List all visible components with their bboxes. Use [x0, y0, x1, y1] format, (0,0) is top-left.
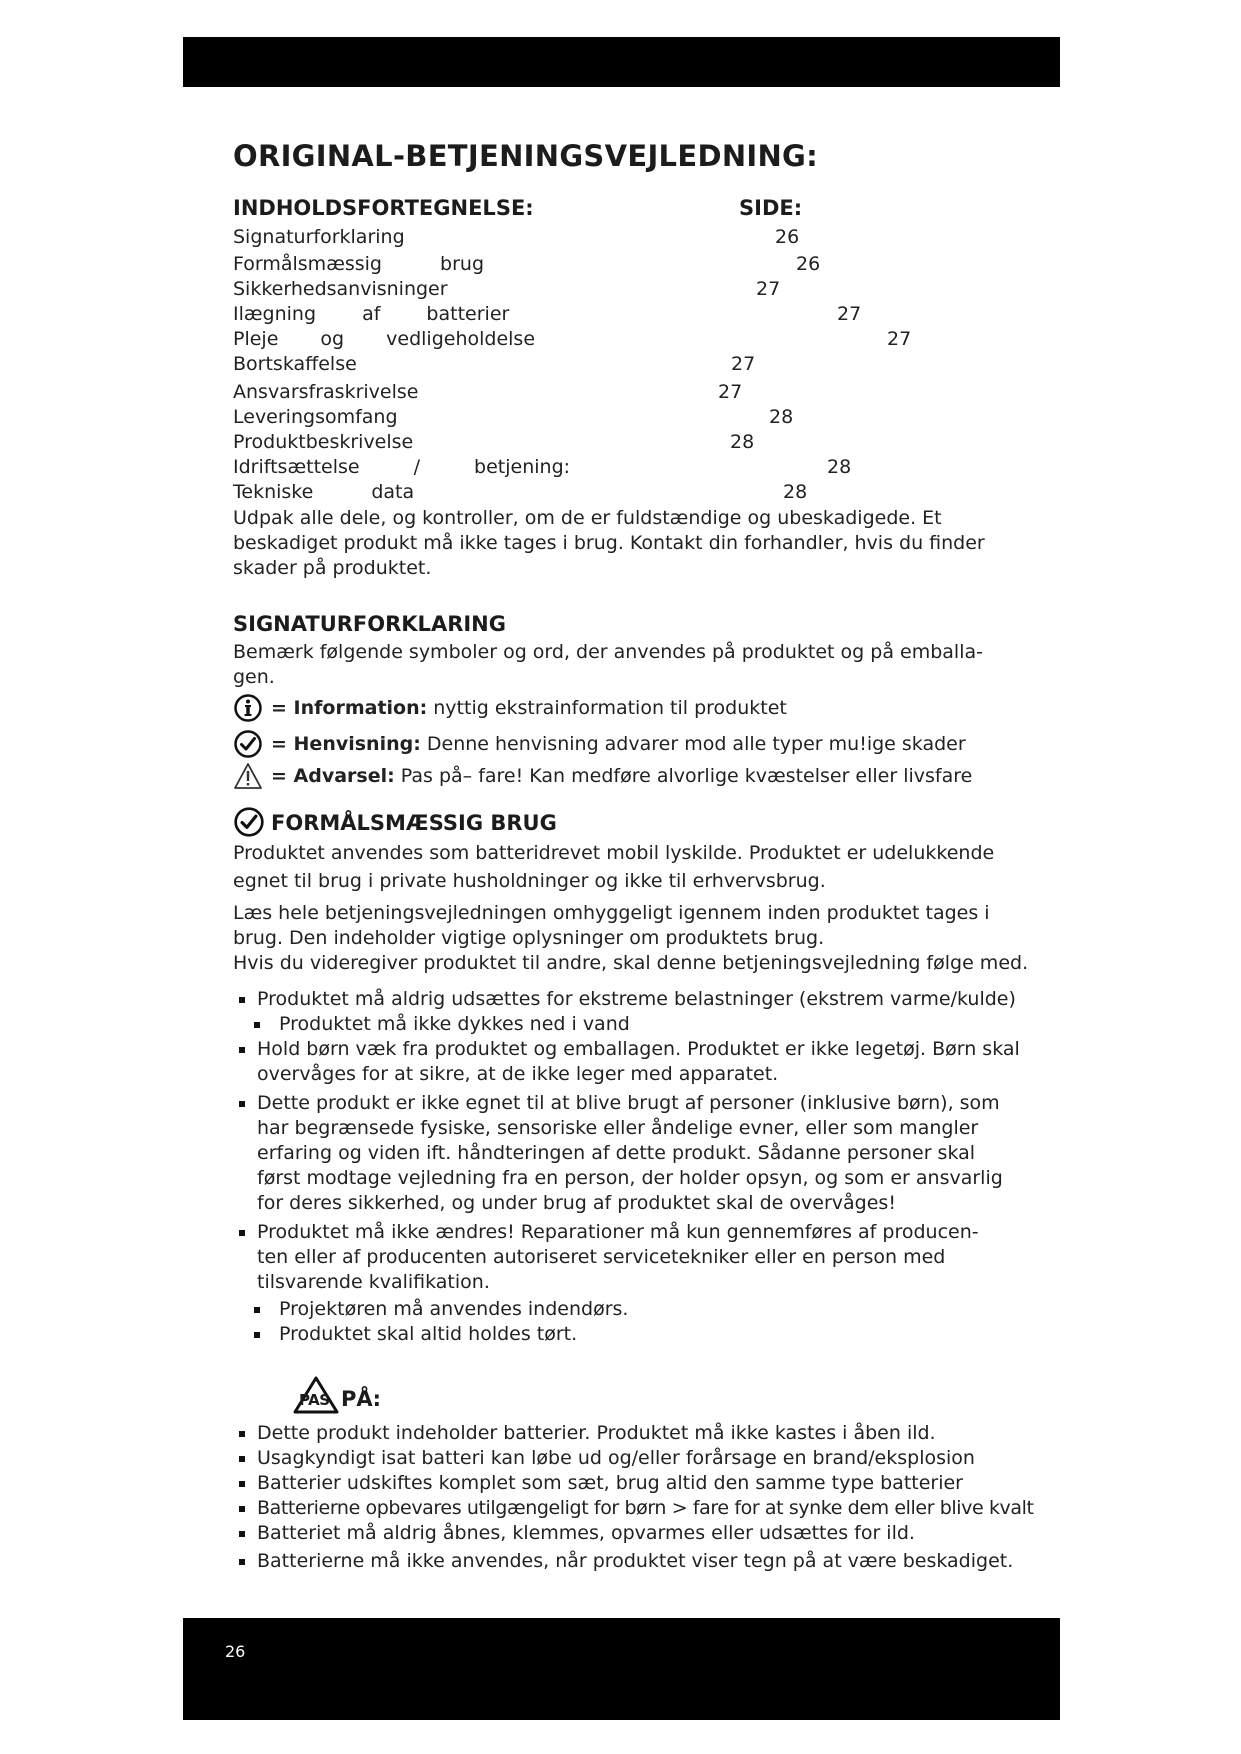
- toc-entry-page: 28: [827, 456, 852, 478]
- header-bar: [183, 37, 1060, 87]
- text-line: erfaring og viden ift. håndteringen af dette produkt. Sådanne personer skal: [257, 1142, 976, 1164]
- toc-entry-label: Produktbeskrivelse: [233, 431, 414, 453]
- check-circle-icon: [233, 729, 263, 759]
- symbol-description: Pas på– fare! Kan medføre alvorlige kvæstelser eller livsfare: [400, 765, 973, 787]
- text-line: gen.: [233, 666, 275, 688]
- symbol-description: nyttig ekstrainformation til produktet: [433, 697, 787, 719]
- text-line: Batteriet må aldrig åbnes, klemmes, opvarmes eller udsættes for ild.: [257, 1522, 915, 1544]
- bullet-marker: [239, 997, 245, 1003]
- brug-check-icon: [233, 806, 265, 838]
- toc-entry-page: 26: [796, 253, 821, 275]
- toc-entry-label: Ansvarsfraskrivelse: [233, 381, 419, 403]
- text-line: Bemærk følgende symboler og ord, der anvendes på produktet og på emballa-: [233, 641, 983, 663]
- toc-entry-label: Tekniske data: [233, 481, 415, 503]
- symbol-term: = Information:: [271, 697, 428, 719]
- list-item: [257, 1091, 1003, 1216]
- signatur-heading: SIGNATURFORKLARING: [233, 612, 506, 636]
- toc-heading: INDHOLDSFORTEGNELSE:: [233, 196, 534, 220]
- text-line: ten eller af producenten autoriseret servicetekniker eller en person med: [257, 1246, 946, 1268]
- bullet-marker: [239, 1531, 245, 1537]
- symbol-term: = Henvisning:: [271, 733, 421, 755]
- text-line: Batterier udskiftes komplet som sæt, brug altid den samme type batterier: [257, 1472, 963, 1494]
- list-item: [257, 1421, 936, 1446]
- text-line: Hold børn væk fra produktet og emballagen. Produktet er ikke legetøj. Børn skal: [257, 1038, 1020, 1060]
- bullet-marker: [254, 1332, 260, 1338]
- text-line: brug. Den indeholder vigtige oplysninger om produktets brug.: [233, 927, 825, 949]
- toc-entry-label: Pleje og vedligeholdelse: [233, 328, 536, 350]
- list-item: [257, 1037, 1020, 1087]
- list-item: [279, 1322, 577, 1347]
- text-line: Produktet anvendes som batteridrevet mobil lyskilde. Produktet er udelukkende: [233, 842, 995, 864]
- warning-triangle-icon: [233, 761, 263, 791]
- list-item: [257, 1496, 1034, 1521]
- text-line: skader på produktet.: [233, 557, 432, 579]
- bullet-marker: [239, 1506, 245, 1512]
- list-item: [257, 1521, 915, 1546]
- pas-warning-icon: [293, 1376, 339, 1414]
- toc-entry-page: 27: [887, 328, 912, 350]
- text-line: Projektøren må anvendes indendørs.: [279, 1298, 629, 1320]
- text-line: Læs hele betjeningsvejledningen omhyggeligt igennem inden produktet tages i: [233, 902, 990, 924]
- bullet-marker: [239, 1101, 245, 1107]
- symbol-term: = Advarsel:: [271, 765, 395, 787]
- info-icon: [233, 693, 263, 723]
- list-item: [279, 1012, 630, 1037]
- bullet-marker: [239, 1230, 245, 1236]
- text-line: først modtage vejledning fra en person, der holder opsyn, og som er ansvarlig: [257, 1167, 1003, 1189]
- page-number: 26: [225, 1642, 246, 1661]
- manual-page: [183, 87, 1060, 1618]
- text-line: Batterierne må ikke anvendes, når produktet viser tegn på at være beskadiget.: [257, 1550, 1014, 1572]
- toc-entry-label: Formålsmæssig brug: [233, 253, 484, 275]
- bullet-marker: [239, 1559, 245, 1565]
- toc-entry-label: Idriftsættelse / betjening:: [233, 456, 571, 478]
- list-item: [257, 1446, 975, 1471]
- toc-entry-label: Leveringsomfang: [233, 406, 398, 428]
- text-line: Produktet må ikke ændres! Reparationer må kun gennemføres af producen-: [257, 1221, 979, 1243]
- list-item: [257, 1471, 963, 1496]
- text-line: Udpak alle dele, og kontroller, om de er fuldstændige og ubeskadigede. Et: [233, 507, 942, 529]
- text-line: overvåges for at sikre, at de ikke leger med apparatet.: [257, 1063, 779, 1085]
- text-line: Produktet må ikke dykkes ned i vand: [279, 1013, 630, 1035]
- brug-paragraph-2: [233, 901, 1028, 976]
- signatur-text: [233, 640, 983, 690]
- toc-entry-label: Sikkerhedsanvisninger: [233, 278, 448, 300]
- text-line: Batterierne opbevares utilgængeligt for børn > fare for at synke dem eller blive kvalt: [257, 1497, 1034, 1519]
- bullet-marker: [254, 1022, 260, 1028]
- text-line: beskadiget produkt må ikke tages i brug. Kontakt din forhandler, hvis du finder: [233, 532, 985, 554]
- brug-paragraph-1: [233, 839, 994, 895]
- list-item: [257, 1549, 1013, 1574]
- check-circle-icon: [233, 806, 265, 838]
- toc-entry-label: Signaturforklaring: [233, 226, 405, 248]
- text-line: Produktet skal altid holdes tørt.: [279, 1323, 578, 1345]
- intro-paragraph: [233, 506, 985, 581]
- toc-entry-page: 27: [731, 353, 756, 375]
- text-line: har begrænsede fysiske, sensoriske eller åndelige evner, eller som mangler: [257, 1117, 979, 1139]
- footer-bar: [183, 1618, 1060, 1720]
- text-line: Usagkyndigt isat batteri kan løbe ud og/eller forårsage en brand/eksplosion: [257, 1447, 975, 1469]
- list-item: [279, 1297, 628, 1322]
- text-line: egnet til brug i private husholdninger og ikke til erhvervsbrug.: [233, 870, 826, 892]
- toc-entry-page: 27: [756, 278, 781, 300]
- text-line: tilsvarende kvalifikation.: [257, 1271, 490, 1293]
- list-item: [257, 1220, 979, 1295]
- text-line: Hvis du videregiver produktet til andre, skal denne betjeningsvejledning følge med.: [233, 952, 1029, 974]
- toc-entry-label: Ilægning af batterier: [233, 303, 510, 325]
- bullet-marker: [239, 1456, 245, 1462]
- brug-heading: FORMÅLSMÆSSIG BRUG: [271, 811, 557, 835]
- toc-page-heading: SIDE:: [739, 196, 803, 220]
- text-line: for deres sikkerhed, og under brug af produktet skal de overvåges!: [257, 1192, 896, 1214]
- toc-entry-page: 27: [837, 303, 862, 325]
- bullet-marker: [239, 1047, 245, 1053]
- toc-entry-page: 26: [775, 226, 800, 248]
- bullet-marker: [239, 1481, 245, 1487]
- toc-entry-page: 28: [783, 481, 808, 503]
- toc-entry-label: Bortskaffelse: [233, 353, 357, 375]
- bullet-marker: [254, 1307, 260, 1313]
- text-line: Dette produkt er ikke egnet til at blive brugt af personer (inklusive børn), som: [257, 1092, 1000, 1114]
- bullet-marker: [239, 1431, 245, 1437]
- list-item: [257, 987, 1016, 1012]
- toc-entry-page: 28: [730, 431, 755, 453]
- page-title: ORIGINAL-BETJENINGSVEJLEDNING:: [233, 139, 819, 173]
- toc-entry-page: 27: [718, 381, 743, 403]
- symbol-description: Denne henvisning advarer mod alle typer mu!ige skader: [426, 733, 966, 755]
- toc-entry-page: 28: [769, 406, 794, 428]
- text-line: Produktet må aldrig udsættes for ekstreme belastninger (ekstrem varme/kulde): [257, 988, 1016, 1010]
- pas-heading: PÅ:: [341, 1387, 382, 1411]
- pas-icon-label: PAS: [299, 1391, 330, 1409]
- text-line: Dette produkt indeholder batterier. Produktet må ikke kastes i åben ild.: [257, 1422, 936, 1444]
